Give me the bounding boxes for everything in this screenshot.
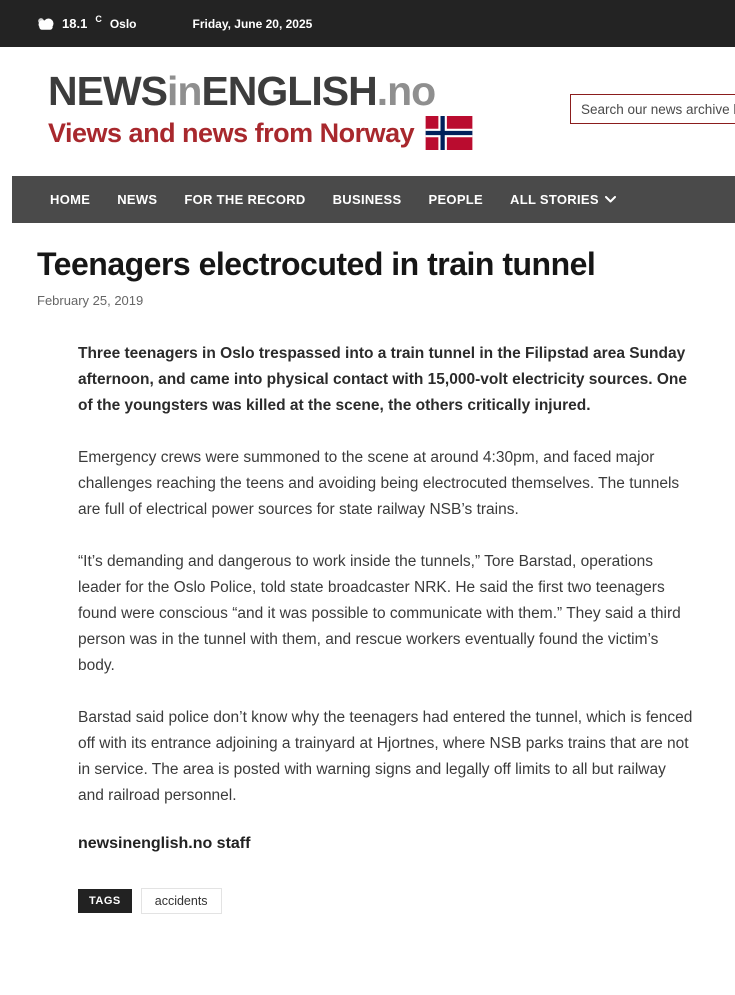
logo-part-in: in <box>167 68 202 114</box>
article-paragraph: “It’s demanding and dangerous to work inside the tunnels,” Tore Barstad, operations leader for the Oslo Police, told state broadcaster NRK. He said the first two teenagers found were conscious “and it was possible to communicate with them.” They said a third person was in the tunnel with them, and rescue workers eventually found the victim’s body. <box>78 552 681 674</box>
weather-city: Oslo <box>109 16 137 31</box>
tag-accidents[interactable]: accidents <box>141 888 222 914</box>
logo-wordmark <box>48 68 474 114</box>
site-logo[interactable] <box>48 68 474 150</box>
site-header <box>0 47 735 176</box>
article-body <box>78 341 693 853</box>
nav-item-for-the-record[interactable]: FOR THE RECORD <box>184 192 306 207</box>
tags-row <box>78 888 735 914</box>
logo-part-news: NEWS <box>48 68 167 114</box>
weather-widget <box>36 13 137 31</box>
tags-label: TAGS <box>78 889 132 913</box>
article-byline: newsinenglish.no staff <box>78 834 251 852</box>
nav-item-all-stories[interactable]: ALL STORIES <box>510 192 616 207</box>
temperature-value: 18.1 <box>62 16 88 31</box>
norway-flag-icon <box>424 116 474 150</box>
topbar <box>0 0 735 47</box>
article-paragraph: Barstad said police don’t know why the teenagers had entered the tunnel, which is fenced off with its entrance adjoining a trainyard at Hjortnes, where NSB parks trains that are not in service. The area is posted with warning signs and legally off limits to all but railway and railroad personnel. <box>78 708 693 804</box>
article-title: Teenagers electrocuted in train tunnel <box>37 246 596 282</box>
article-lead-paragraph: Three teenagers in Oslo trespassed into a train tunnel in the Filipstad area Sunday afternoon, and came into physical contact with 15,000-volt electricity sources. One of the youngsters was killed at the scene, the others critically injured. <box>78 344 687 414</box>
nav-item-home[interactable]: HOME <box>50 192 91 207</box>
nav-item-business[interactable]: BUSINESS <box>332 192 402 207</box>
nav-item-people[interactable]: PEOPLE <box>428 192 484 207</box>
article-date: February 25, 2019 <box>37 292 144 308</box>
chevron-down-icon <box>605 196 616 203</box>
cloud-icon <box>36 16 56 31</box>
current-date: Friday, June 20, 2025 <box>192 16 313 31</box>
search-input[interactable] <box>570 94 735 124</box>
main-nav <box>12 176 735 223</box>
logo-part-no: .no <box>376 68 436 114</box>
nav-item-news[interactable]: NEWS <box>117 192 158 207</box>
article <box>0 223 735 914</box>
site-tagline: Views and news from Norway <box>48 117 415 148</box>
logo-part-english: ENGLISH <box>201 68 377 114</box>
temperature-unit: C <box>95 13 102 24</box>
article-paragraph: Emergency crews were summoned to the scene at around 4:30pm, and faced major challenges reaching the teens and avoiding being electrocuted themselves. The tunnels are full of electrical power sources for state railway NSB’s trains. <box>78 448 680 518</box>
